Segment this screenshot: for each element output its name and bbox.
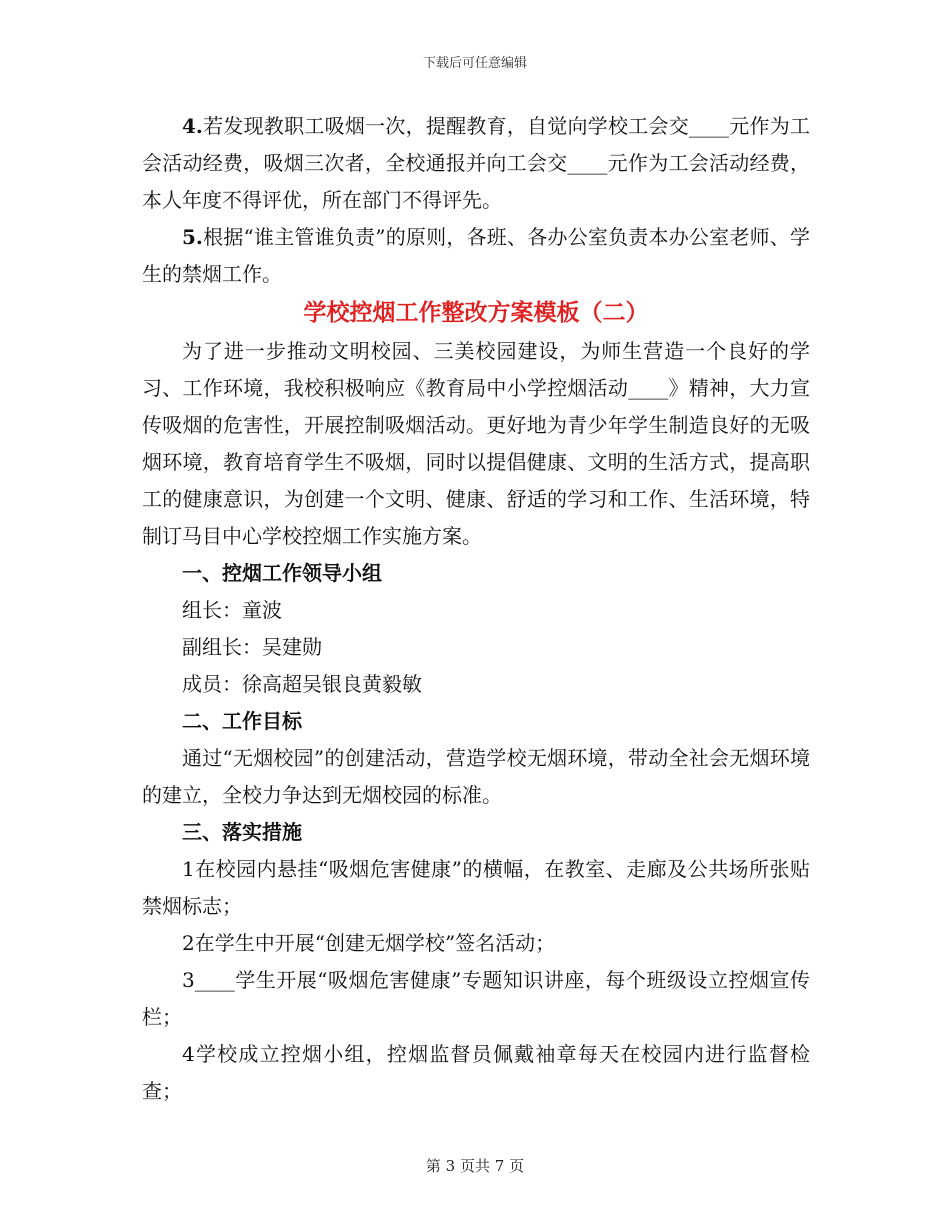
measure-1: 1在校园内悬挂“吸烟危害健康”的横幅，在教室、走廊及公共场所张贴禁烟标志； <box>142 857 810 918</box>
measure-4: 4学校成立控烟小组，控烟监督员佩戴袖章每天在校园内进行监督检查； <box>142 1042 810 1103</box>
item-5-paragraph <box>142 219 810 293</box>
item-5-number: 5. <box>182 225 203 249</box>
item-5-text: 根据“谁主管谁负责”的原则，各班、各办公室负责本办公室老师、学生的禁烟工作。 <box>142 225 810 286</box>
section-heading-measures: 三、落实措施 <box>182 820 302 844</box>
vice-leader-line: 副组长：吴建勋 <box>182 635 322 659</box>
item-4-text: 若发现教职工吸烟一次，提醒教育，自觉向学校工会交____元作为工会活动经费，吸烟三次者，全校通报并向工会交____元作为工会活动经费，本人年度不得评优，所在部门不得评先。 <box>142 114 810 212</box>
intro-paragraph: 为了进一步推动文明校园、三美校园建设，为师生营造一个良好的学习、工作环境，我校积极响应《教育局中小学控烟活动____》精神，大力宣传吸烟的危害性，开展控制吸烟活动。更好地为青少年学生制造良好的无吸烟环境，教育培育学生不吸烟，同时以提倡健康、文明的生活方式，提高职工的健康意识，为创建一个文明、健康、舒适的学习和工作、生活环境，特制订马目中心学校控烟工作实施方案。 <box>142 339 810 548</box>
leader-line: 组长：童波 <box>182 598 282 622</box>
document-body <box>142 108 810 1110</box>
page-header-note: 下载后可任意编辑 <box>422 56 527 71</box>
goal-paragraph: 通过“无烟校园”的创建活动，营造学校无烟环境，带动全社会无烟环境的建立，全校力争达到无烟校园的标准。 <box>142 746 810 807</box>
document-title: 学校控烟工作整改方案模板（二） <box>303 299 649 326</box>
measure-3: 3____学生开展“吸烟危害健康”专题知识讲座，每个班级设立控烟宣传栏； <box>142 968 810 1029</box>
measure-2: 2在学生中开展“创建无烟学校”签名活动； <box>182 931 556 955</box>
page-number: 第 3 页共 7 页 <box>425 1157 525 1175</box>
members-line: 成员：徐高超吴银良黄毅敏 <box>182 672 422 696</box>
item-4-number: 4. <box>182 114 203 138</box>
section-heading-leadership: 一、控烟工作领导小组 <box>182 561 382 585</box>
section-heading-goal: 二、工作目标 <box>182 709 302 733</box>
item-4-paragraph <box>142 108 810 219</box>
